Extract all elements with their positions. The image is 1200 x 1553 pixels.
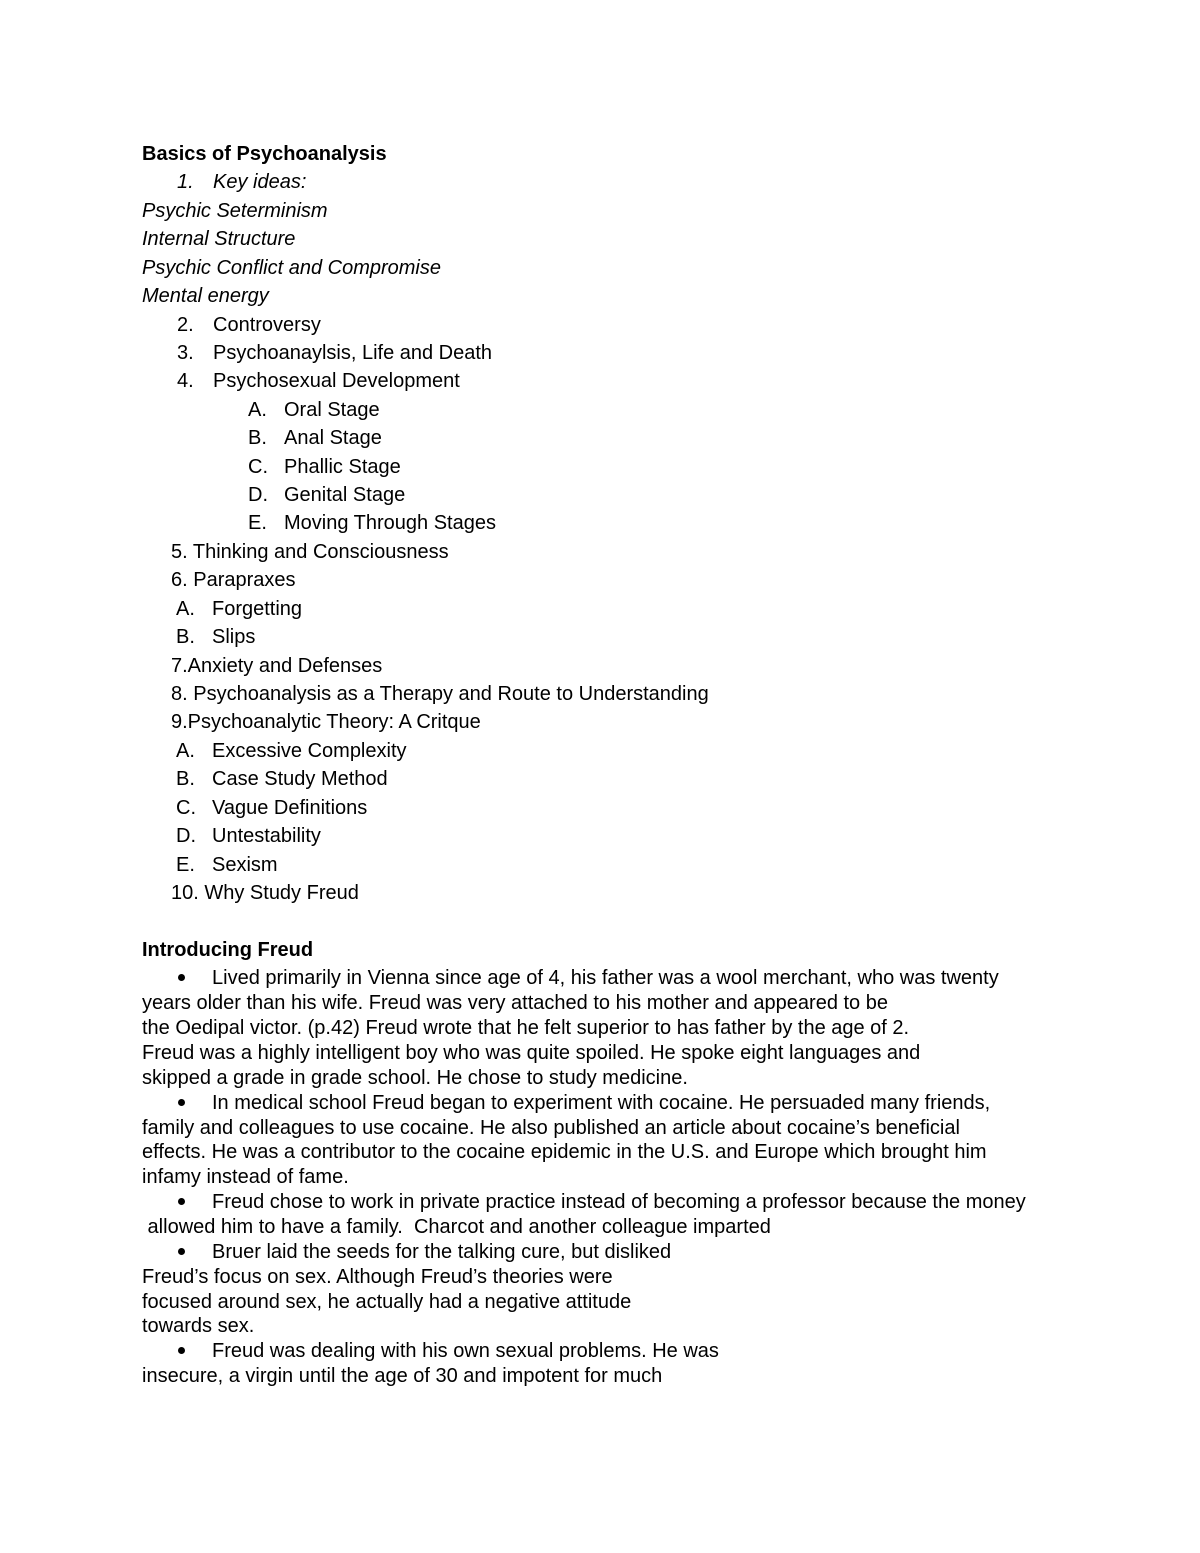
key-idea: Psychic Seterminism [142,200,328,222]
paragraph-line: Lived primarily in Vienna since age of 4, his father was a wool merchant, who was twenty [212,967,999,989]
paragraph-line: Freud chose to work in private practice instead of becoming a professor because the money [212,1191,1026,1213]
list-label: Psychosexual Development [213,370,460,392]
list-label: Forgetting [212,598,303,620]
list-item: 8. Psychoanalysis as a Therapy and Route to Understanding [171,683,709,705]
sub-list-item [176,625,255,649]
bullet-icon [178,974,185,981]
key-idea: Psychic Conflict and Compromise [142,257,441,279]
sub-list-item [248,426,382,450]
sub-list-item [176,796,367,820]
list-label: Phallic Stage [284,456,401,478]
list-letter: B. [176,768,195,790]
paragraph-line: Freud was dealing with his own sexual problems. He was [212,1340,719,1362]
paragraph-line: In medical school Freud began to experiment with cocaine. He persuaded many friends, [212,1092,991,1114]
list-label: Vague Definitions [212,797,368,819]
list-item [177,341,492,365]
sub-list-item [176,739,407,763]
list-number: 4. [177,370,194,392]
list-letter: B. [176,626,195,648]
list-letter: A. [176,598,195,620]
section-heading-basics: Basics of Psychoanalysis [142,143,387,165]
bullet-icon [178,1347,185,1354]
sub-list-item [248,511,496,535]
list-letter: B. [248,427,267,449]
list-letter: A. [176,740,195,762]
list-label: Slips [212,626,256,648]
paragraph-line: effects. He was a contributor to the cocaine epidemic in the U.S. and Europe which brought him [142,1141,987,1163]
list-item: 7.Anxiety and Defenses [171,655,383,677]
list-label: Moving Through Stages [284,512,496,534]
list-item-key-ideas [177,170,306,194]
list-label: Key ideas: [213,171,307,193]
paragraph-line: the Oedipal victor. (p.42) Freud wrote that he felt superior to has father by the age of 2. [142,1017,910,1039]
sub-list-item [176,767,388,791]
list-item: 5. Thinking and Consciousness [171,541,449,563]
list-letter: C. [176,797,196,819]
paragraph-line: Bruer laid the seeds for the talking cure, but disliked [212,1241,672,1263]
sub-list-item [248,483,405,507]
section-heading-introducing-freud: Introducing Freud [142,939,314,961]
paragraph-line: infamy instead of fame. [142,1166,349,1188]
paragraph-line: skipped a grade in grade school. He chose to study medicine. [142,1067,688,1089]
key-idea: Mental energy [142,285,269,307]
list-letter: C. [248,456,268,478]
list-number: 1. [177,171,194,193]
list-letter: E. [176,854,195,876]
list-label: Controversy [213,314,321,336]
sub-list-item [248,398,380,422]
paragraph-line: insecure, a virgin until the age of 30 and impotent for much [142,1365,663,1387]
list-number: 2. [177,314,194,336]
list-label: Genital Stage [284,484,406,506]
sub-list-item [176,853,278,877]
bullet-icon [178,1198,185,1205]
bullet-icon [178,1099,185,1106]
paragraph-line: focused around sex, he actually had a negative attitude [142,1291,632,1313]
paragraph-line: years older than his wife. Freud was very attached to his mother and appeared to be [142,992,888,1014]
paragraph-line: Freud’s focus on sex. Although Freud’s theories were [142,1266,613,1288]
sub-list-item [176,824,321,848]
list-label: Psychoanaylsis, Life and Death [213,342,493,364]
list-letter: D. [248,484,268,506]
sub-list-item [176,597,302,621]
list-label: Case Study Method [212,768,388,790]
key-idea: Internal Structure [142,228,296,250]
paragraph-line: family and colleagues to use cocaine. He also published an article about cocaine’s beneficial [142,1117,960,1139]
list-item: 9.Psychoanalytic Theory: A Critque [171,711,481,733]
list-label: Excessive Complexity [212,740,407,762]
list-label: Anal Stage [284,427,382,449]
list-letter: D. [176,825,196,847]
list-item: 10. Why Study Freud [171,882,359,904]
list-letter: A. [248,399,267,421]
list-item [177,313,321,337]
paragraph-line: towards sex. [142,1315,255,1337]
list-label: Untestability [212,825,321,847]
list-label: Oral Stage [284,399,380,421]
sub-list-item [248,455,401,479]
list-item: 6. Parapraxes [171,569,296,591]
list-letter: E. [248,512,267,534]
paragraph-line: Freud was a highly intelligent boy who was quite spoiled. He spoke eight languages and [142,1042,921,1064]
list-label: Sexism [212,854,278,876]
paragraph-line: allowed him to have a family. Charcot and another colleague imparted [142,1216,771,1238]
bullet-icon [178,1248,185,1255]
list-item [177,369,460,393]
list-number: 3. [177,342,194,364]
